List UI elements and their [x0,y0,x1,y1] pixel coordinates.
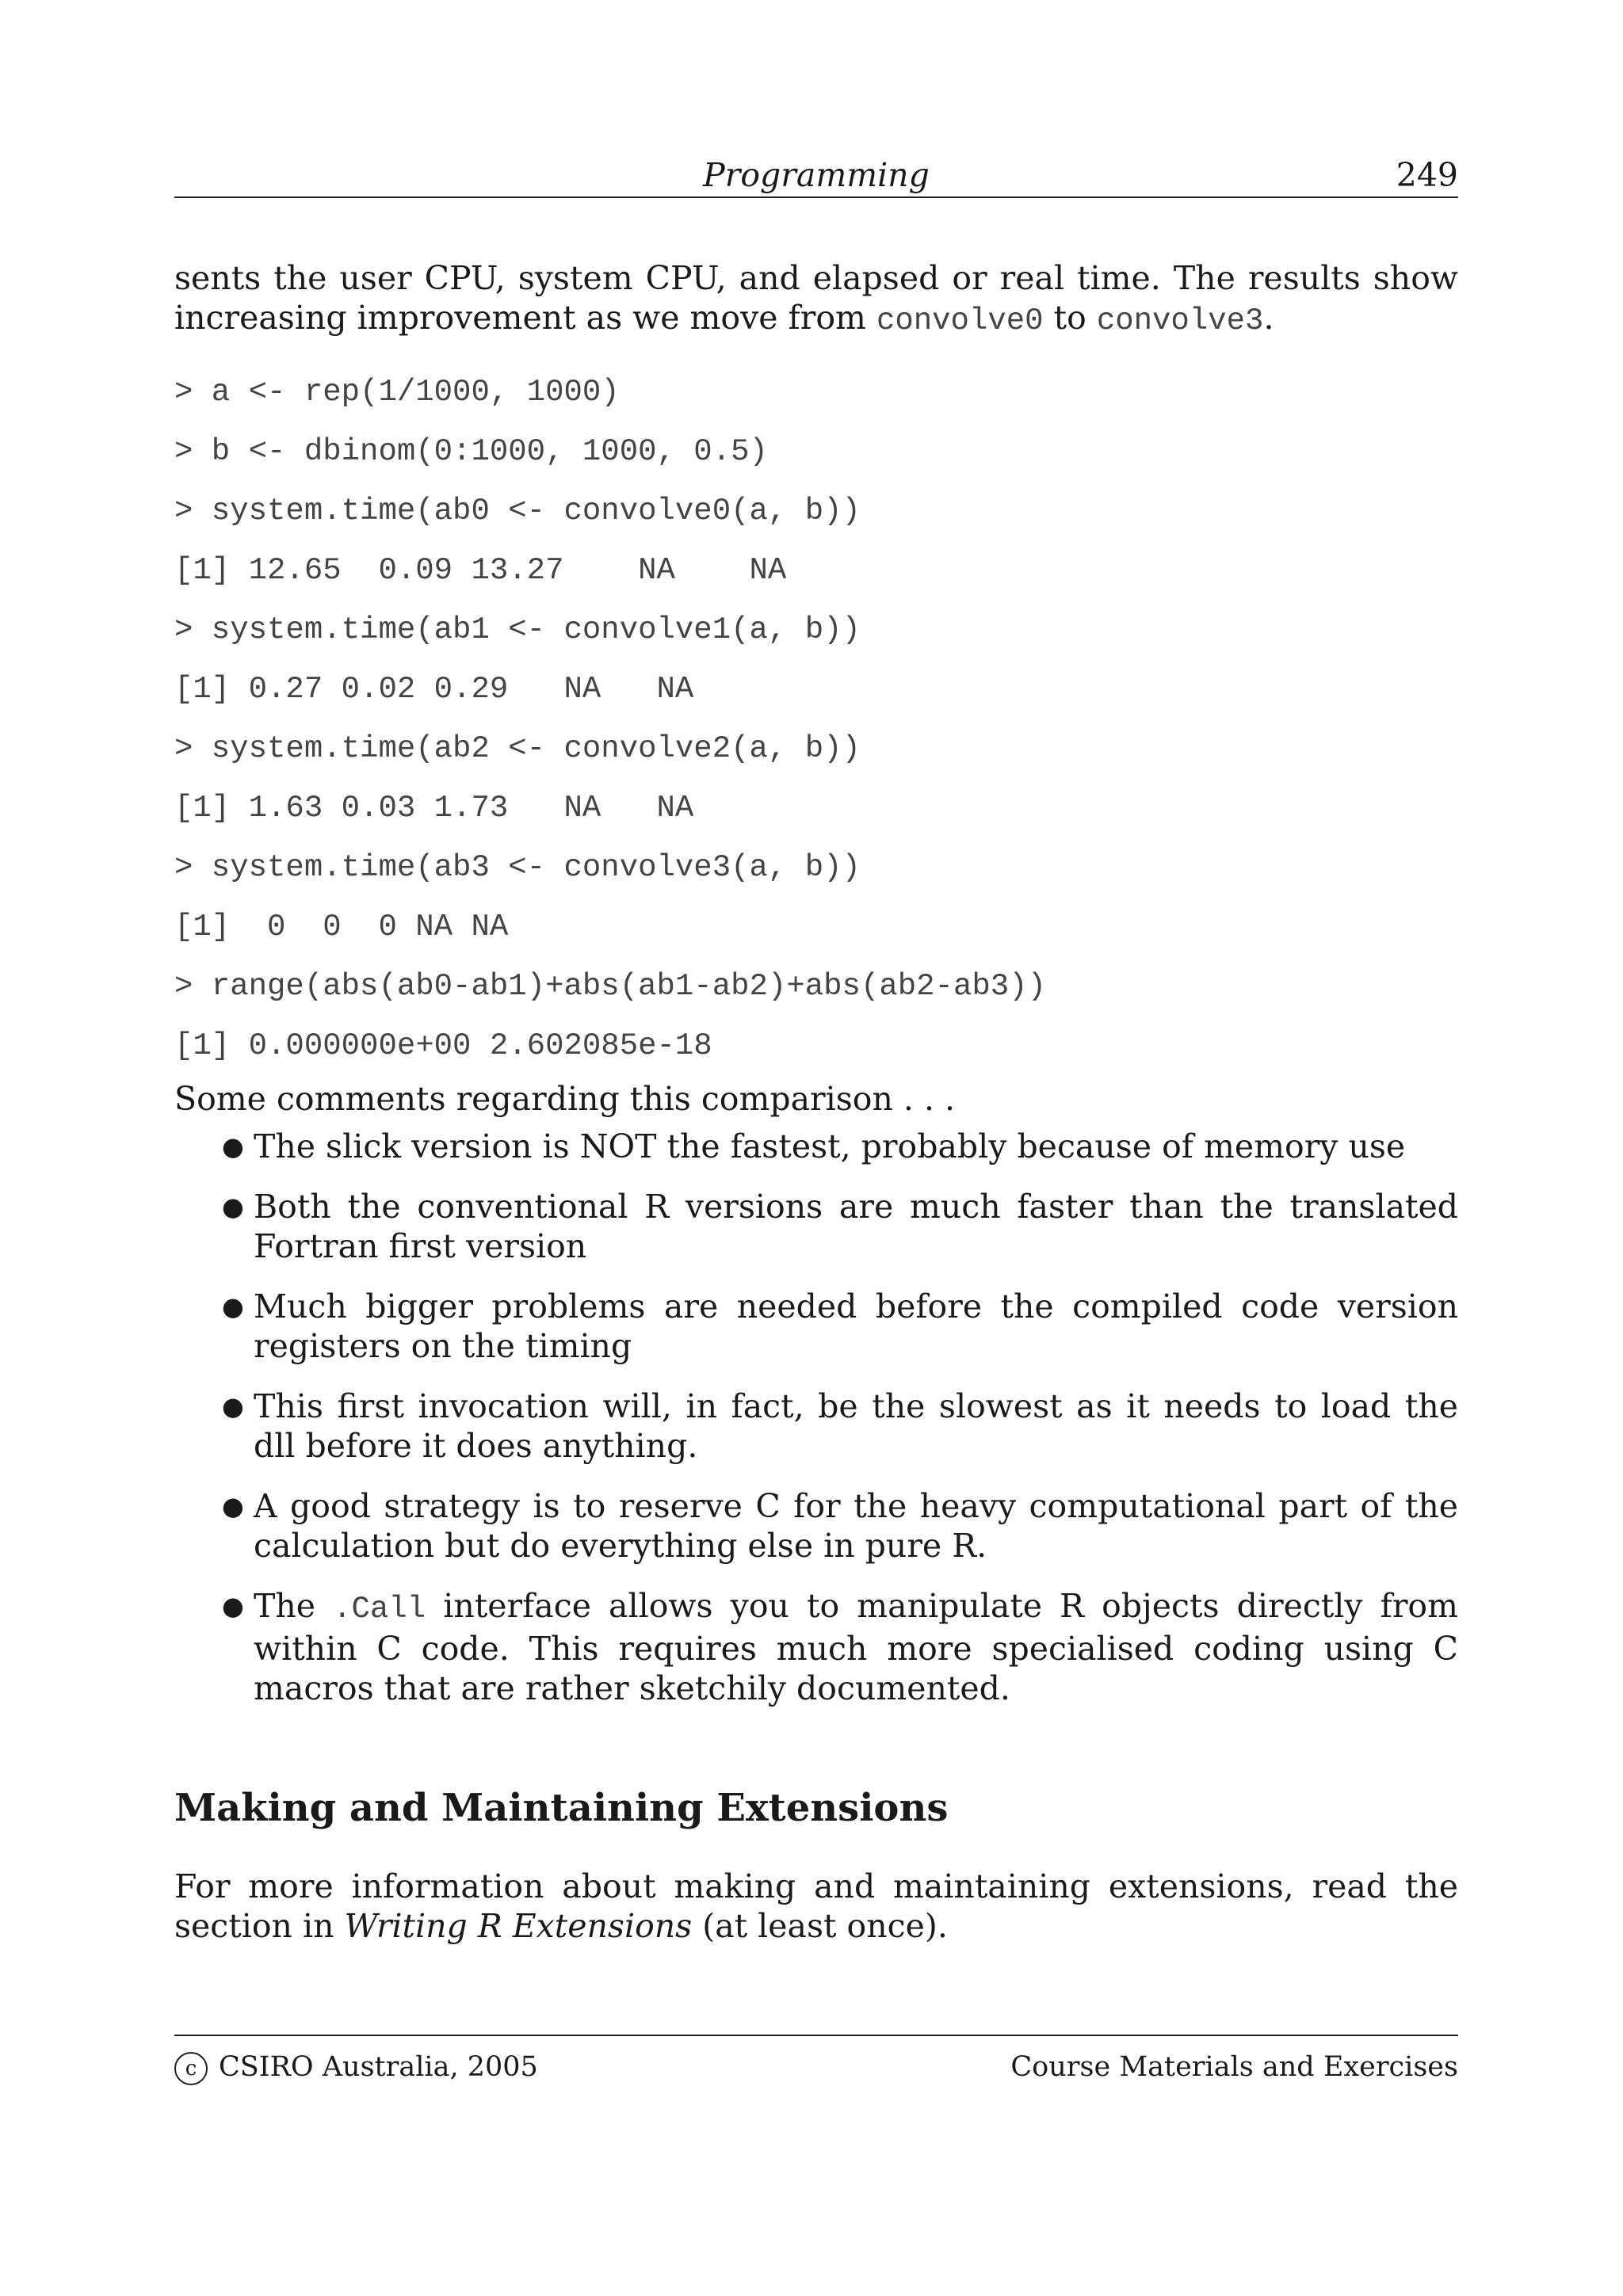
code-line: > a <- rep(1/1000, 1000) [174,375,620,410]
bullet-icon: ● [222,1391,244,1421]
code-line: > system.time(ab0 <- convolve0(a, b)) [174,494,861,528]
book-title: Writing R Extensions [344,1907,693,1945]
code-line: > system.time(ab2 <- convolve2(a, b)) [174,731,861,766]
inline-code-convolve3: convolve3 [1096,303,1264,338]
list-item [174,1187,1458,1266]
code-line: > range(abs(ab0-ab1)+abs(ab1-ab2)+abs(ab2-ab3)) [174,969,1046,1004]
code-line: > b <- dbinom(0:1000, 1000, 0.5) [174,434,768,469]
section-text-before: For more information about making and maintaining extensions, read the section in [174,1867,1458,1945]
bullet-icon: ● [222,1192,244,1222]
copyright-icon: c [174,2052,208,2085]
inline-code-call: .Call [333,1592,426,1627]
list-item-text: The slick version is NOT the fastest, probably because of memory use [254,1127,1406,1165]
code-line: > system.time(ab3 <- convolve3(a, b)) [174,850,861,885]
intro-text-middle: to [1043,299,1097,337]
footer-right-text: Course Materials and Exercises [1010,2051,1458,2083]
bullet-icon: ● [222,1291,244,1322]
intro-paragraph [174,258,1458,341]
bullet-icon: ● [222,1591,244,1621]
code-line: [1] 0.000000e+00 2.602085e-18 [174,1028,712,1063]
call-text-before: The [254,1587,334,1625]
section-heading: Making and Maintaining Extensions [174,1786,949,1830]
page-number: 249 [1396,156,1458,194]
code-line: [1] 0 0 0 NA NA [174,910,509,944]
page [174,0,1458,2296]
list-item-text: Both the conventional R versions are much faster than the translated Fortran first version [254,1188,1458,1265]
intro-text-after: . [1263,299,1274,337]
comments-intro: Some comments regarding this comparison . . . [174,1080,956,1118]
intro-text-before: sents the user CPU, system CPU, and elapsed or real time. The results show increasing improvement as we move from [174,259,1458,337]
list-item-text: A good strategy is to reserve C for the heavy computational part of the calculation but do everything else in pure R. [254,1487,1458,1565]
list-item [174,1486,1458,1566]
footer-left-text: CSIRO Australia, 2005 [219,2051,538,2083]
code-line: [1] 12.65 0.09 13.27 NA NA [174,553,787,588]
list-item-text: This first invocation will, in fact, be the slowest as it needs to load the dll before it does anything. [254,1387,1458,1465]
footer-copyright [174,2049,538,2085]
list-item [174,1287,1458,1366]
header-title: Programming [703,156,930,194]
page-footer [174,2035,1458,2083]
list-item [174,1586,1458,1708]
code-line: > system.time(ab1 <- convolve1(a, b)) [174,612,861,647]
bullet-icon: ● [222,1491,244,1521]
comments-list [174,1127,1458,1708]
call-text-after: interface allows you to manipulate R objects directly from within C code. This requires much more specialised coding using C macros that are rather sketchily documented. [254,1587,1458,1707]
section-paragraph [174,1867,1458,1946]
running-header [174,155,1458,198]
list-item [174,1386,1458,1466]
bullet-icon: ● [222,1131,244,1161]
list-item-text: Much bigger problems are needed before the compiled code version registers on the timing [254,1287,1458,1365]
page-body [174,258,1458,1946]
code-line: [1] 1.63 0.03 1.73 NA NA [174,791,694,826]
list-item [174,1127,1458,1166]
code-line: [1] 0.27 0.02 0.29 NA NA [174,672,694,707]
inline-code-convolve0: convolve0 [876,303,1044,338]
section-text-after: (at least once). [692,1907,948,1945]
code-block [174,372,1458,1066]
